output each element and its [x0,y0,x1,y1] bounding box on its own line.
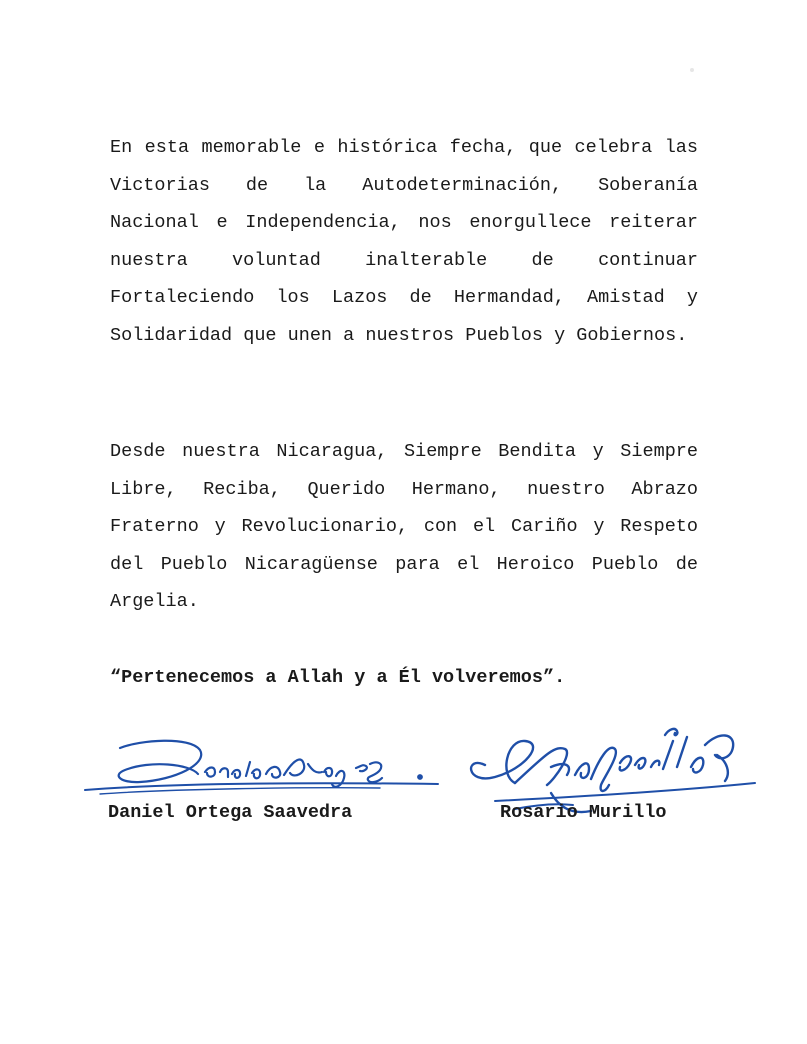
scan-speck [690,68,694,72]
letter-paragraph-2: Desde nuestra Nicaragua, Siempre Bendita y Siempre Libre, Reciba, Querido Hermano, nuestro Abrazo Fraterno y Revolucionario, con el Cariño y Respeto del Pueblo Nicaragüense para el Heroico Pueblo de Argelia. [110,441,698,613]
signatory-name-2: Rosario Murillo [500,802,667,823]
letter-paragraph-1: En esta memorable e histórica fecha, que celebra las Victorias de la Autodeterminación, Soberanía Nacional e Independencia, nos enorgullece reiterar nuestra voluntad inalterable de continuar Fortaleciendo los Lazos de Hermandad, Amistad y Solidaridad que unen a nuestros Pueblos y Gobiernos. [110,137,698,346]
signatory-name-1: Daniel Ortega Saavedra [108,802,353,823]
closing-quote: “Pertenecemos a Allah y a Él volveremos”. [110,667,566,688]
